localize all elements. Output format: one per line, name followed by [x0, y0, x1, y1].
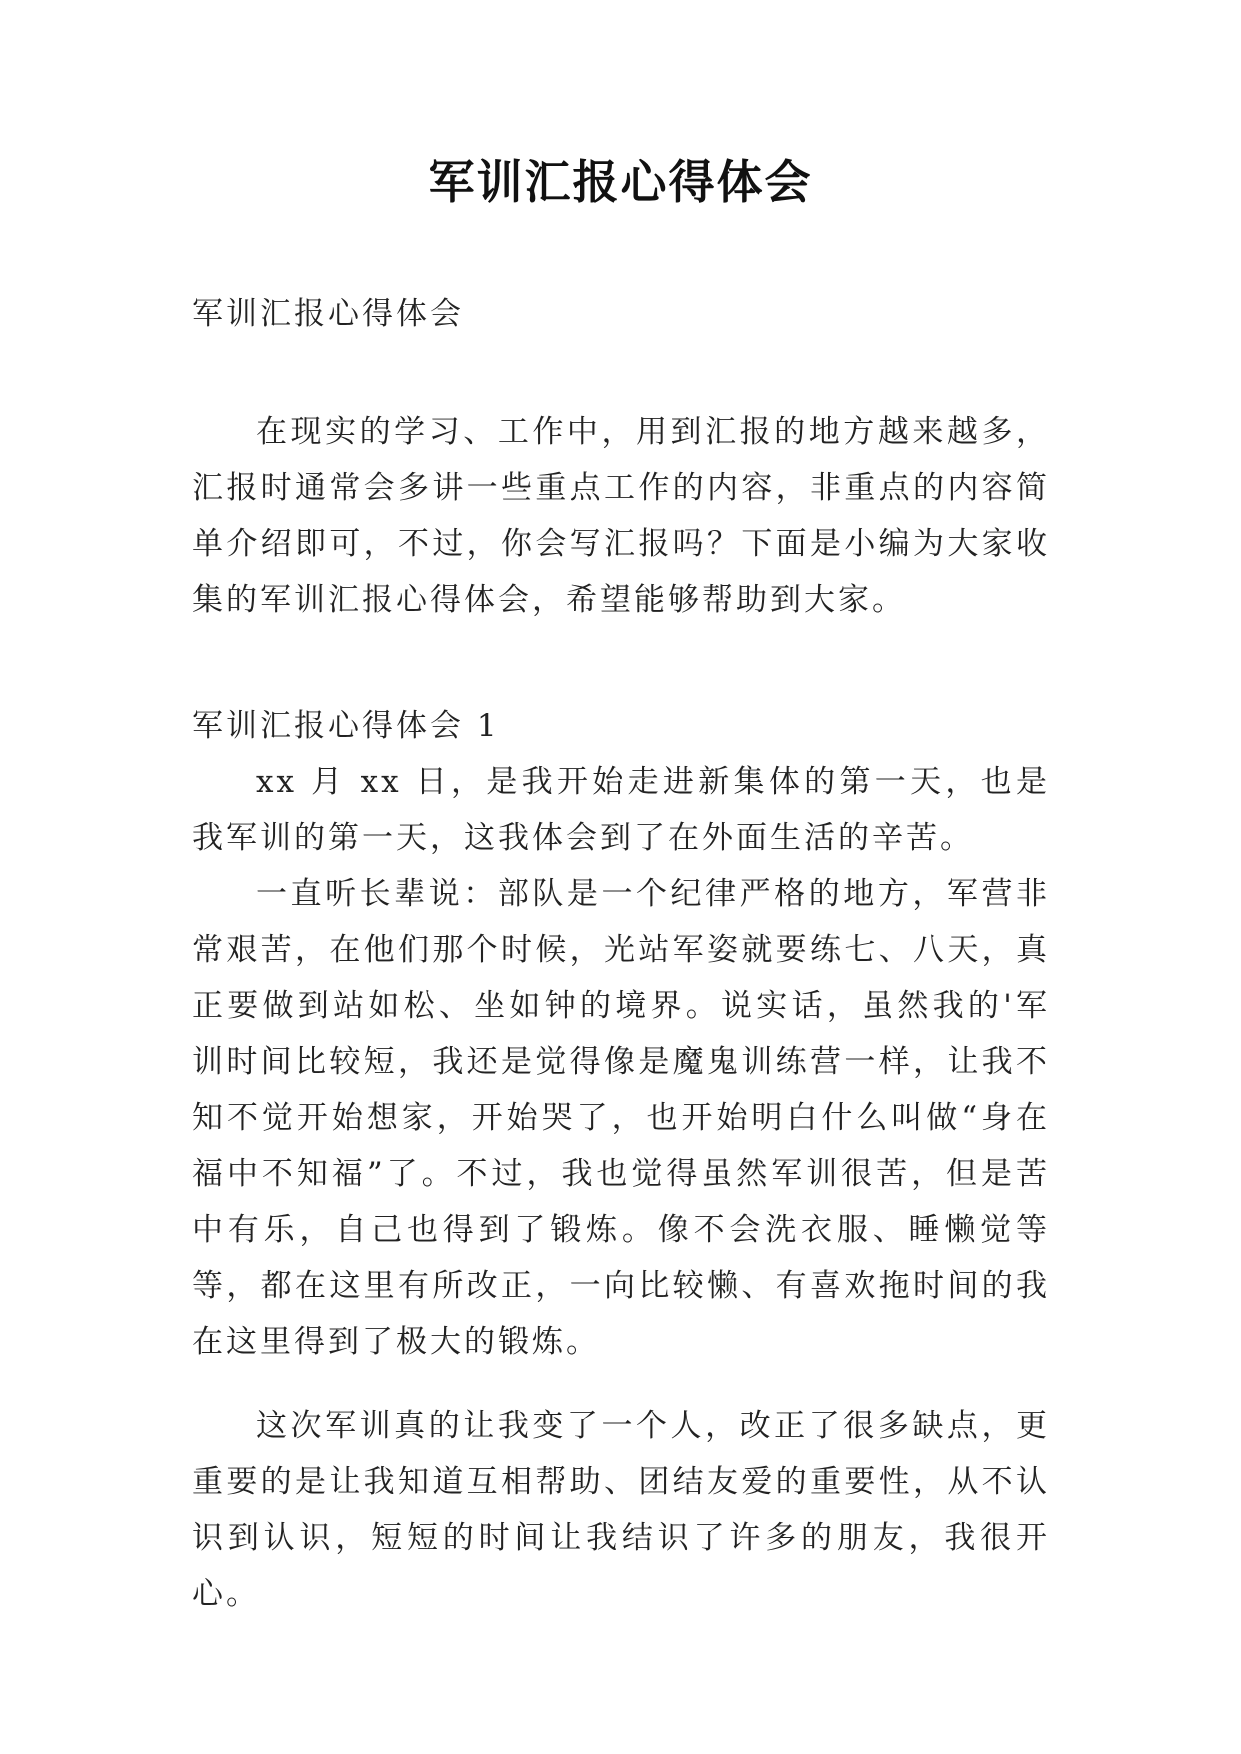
paragraph-text: xx 月 xx 日，是我开始走进新集体的第一天，也是我军训的第一天，这我体会到了在外面生活的辛苦。 [192, 764, 1050, 856]
body-paragraph [192, 866, 1050, 1370]
document-subtitle: 军训汇报心得体会 [192, 296, 464, 332]
body-paragraph [192, 754, 1050, 866]
intro-text: 在现实的学习、工作中，用到汇报的地方越来越多，汇报时通常会多讲一些重点工作的内容，非重点的内容简单介绍即可，不过，你会写汇报吗？下面是小编为大家收集的军训汇报心得体会，希望能够帮助到大家。 [192, 414, 1050, 618]
document-title: 军训汇报心得体会 [428, 155, 813, 209]
section-heading: 军训汇报心得体会 1 [192, 708, 500, 744]
intro-paragraph [192, 404, 1050, 628]
body-paragraph [192, 1398, 1050, 1622]
paragraph-text: 这次军训真的让我变了一个人，改正了很多缺点，更重要的是让我知道互相帮助、团结友爱的重要性，从不认识到认识，短短的时间让我结识了许多的朋友，我很开心。 [192, 1408, 1050, 1612]
paragraph-text: 一直听长辈说：部队是一个纪律严格的地方，军营非常艰苦，在他们那个时候，光站军姿就要练七、八天，真正要做到站如松、坐如钟的境界。说实话，虽然我的'军训时间比较短，我还是觉得像是魔鬼训练营一样，让我不知不觉开始想家，开始哭了，也开始明白什么叫做“身在福中不知福”了。不过，我也觉得虽然军训很苦，但是苦中有乐，自己也得到了锻炼。像不会洗衣服、睡懒觉等等，都在这里有所改正，一向比较懒、有喜欢拖时间的我在这里得到了极大的锻炼。 [192, 876, 1050, 1360]
